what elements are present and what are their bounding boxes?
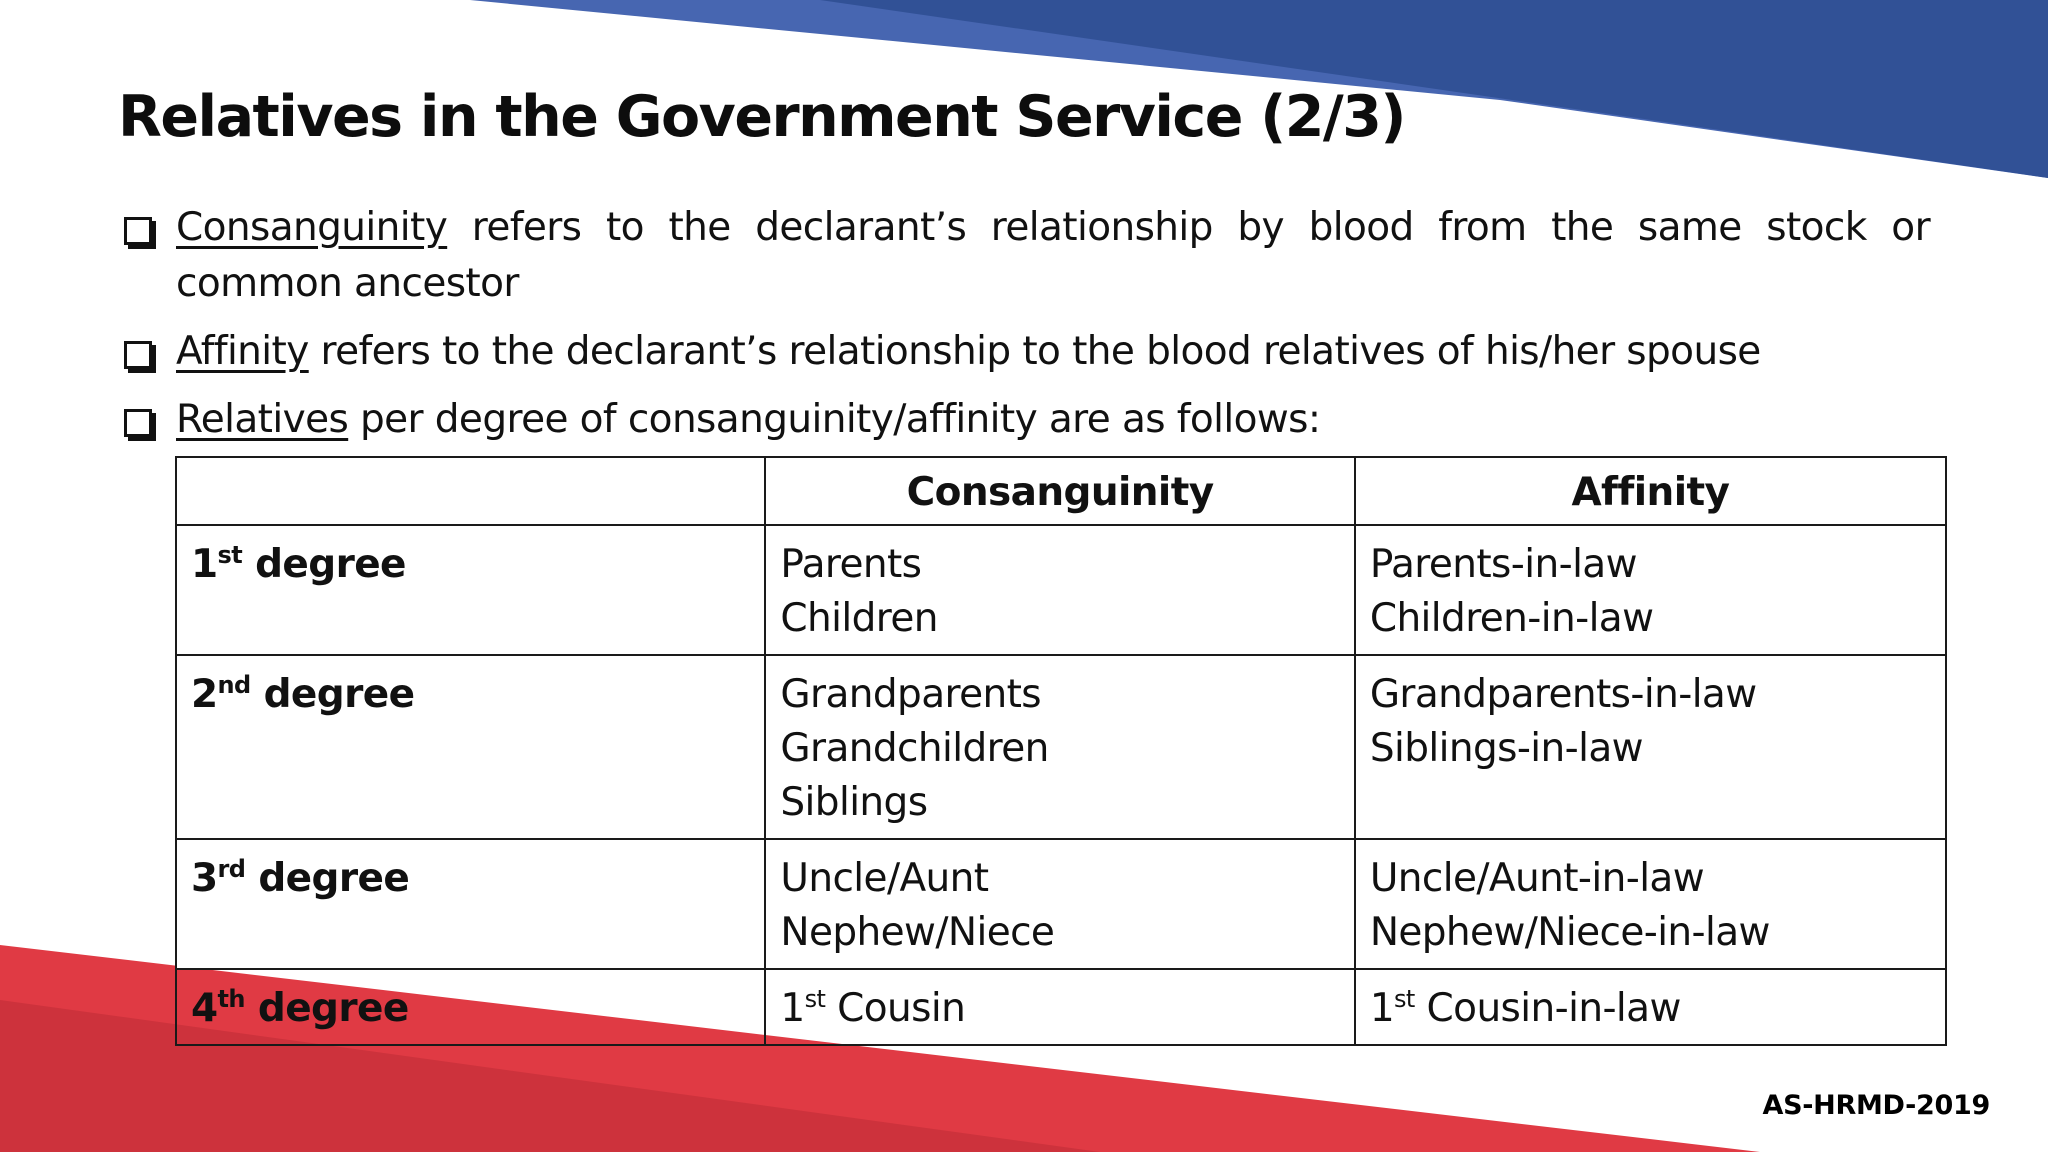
- relative-item: Children: [780, 596, 938, 641]
- relatives-degree-table: [175, 456, 1947, 1046]
- degree-cell: [176, 839, 765, 969]
- table-row-1st-degree: [176, 525, 1946, 655]
- bullet-affinity: [118, 324, 1930, 380]
- consanguinity-cell: [765, 525, 1354, 655]
- degree-suffix: st: [217, 541, 243, 569]
- cousin-number: 1: [780, 986, 805, 1031]
- relative-item: Grandparents-in-law: [1369, 672, 1757, 717]
- consanguinity-cell: [765, 655, 1354, 839]
- table-row-3rd-degree: [176, 839, 1946, 969]
- bullet-relatives: [118, 392, 1930, 448]
- checkbox-bullet-icon: [124, 217, 152, 245]
- relative-item: Grandchildren: [780, 726, 1049, 771]
- header-affinity: Affinity: [1355, 457, 1946, 525]
- consanguinity-cell: [765, 969, 1354, 1045]
- degree-label: degree: [244, 986, 409, 1031]
- relative-item: Children-in-law: [1369, 596, 1654, 641]
- relative-item: Cousin: [825, 986, 966, 1031]
- cousin-suffix: st: [804, 985, 826, 1013]
- degree-number: 2: [191, 672, 218, 717]
- relative-item: Siblings-in-law: [1369, 726, 1643, 771]
- degree-number: 1: [191, 542, 218, 587]
- degree-suffix: th: [217, 985, 245, 1013]
- relative-item: Parents: [780, 542, 922, 587]
- header-consanguinity: Consanguinity: [765, 457, 1354, 525]
- relative-item: Parents-in-law: [1369, 542, 1637, 587]
- degree-label: degree: [250, 672, 415, 717]
- affinity-cell: [1355, 655, 1946, 839]
- relative-item: Uncle/Aunt: [780, 856, 989, 901]
- bullet-consanguinity: [118, 200, 1930, 312]
- degree-cell: [176, 525, 765, 655]
- table-row-2nd-degree: [176, 655, 1946, 839]
- affinity-cell: [1355, 969, 1946, 1045]
- consanguinity-cell: [765, 839, 1354, 969]
- table-header-row: [176, 457, 1946, 525]
- relative-item: Grandparents: [780, 672, 1041, 717]
- bullet-text: refers to the declarant’s relationship to the blood relatives of his/her spouse: [308, 329, 1761, 374]
- degree-suffix: rd: [217, 855, 246, 883]
- term-consanguinity: Consanguinity: [176, 205, 448, 250]
- cousin-number: 1: [1369, 986, 1395, 1031]
- degree-cell: [176, 969, 765, 1045]
- affinity-cell: [1355, 525, 1946, 655]
- bullet-text: refers to the declarant’s relationship by blood from the same stock or common ancestor: [176, 205, 1930, 306]
- bullet-text: per degree of consanguinity/affinity are as follows:: [348, 397, 1321, 442]
- degree-number: 4: [191, 986, 218, 1031]
- affinity-cell: [1355, 839, 1946, 969]
- footer-code: AS-HRMD-2019: [1762, 1090, 1990, 1121]
- header-blank: [176, 457, 765, 525]
- relative-item: Siblings: [780, 780, 928, 825]
- degree-label: degree: [245, 856, 410, 901]
- relative-item: Uncle/Aunt-in-law: [1369, 856, 1705, 901]
- degree-cell: [176, 655, 765, 839]
- relative-item: Nephew/Niece: [780, 910, 1055, 955]
- table-row-4th-degree: [176, 969, 1946, 1045]
- degree-number: 3: [191, 856, 218, 901]
- bullet-list: [118, 200, 1930, 460]
- relative-item: Nephew/Niece-in-law: [1369, 910, 1770, 955]
- checkbox-bullet-icon: [124, 341, 152, 369]
- checkbox-bullet-icon: [124, 409, 152, 437]
- relative-item: Cousin-in-law: [1414, 986, 1681, 1031]
- term-relatives: Relatives: [176, 397, 349, 442]
- degree-suffix: nd: [217, 671, 251, 699]
- term-affinity: Affinity: [176, 329, 309, 374]
- cousin-suffix: st: [1394, 985, 1415, 1013]
- slide-title: Relatives in the Government Service (2/3): [118, 84, 1405, 150]
- degree-label: degree: [242, 542, 406, 587]
